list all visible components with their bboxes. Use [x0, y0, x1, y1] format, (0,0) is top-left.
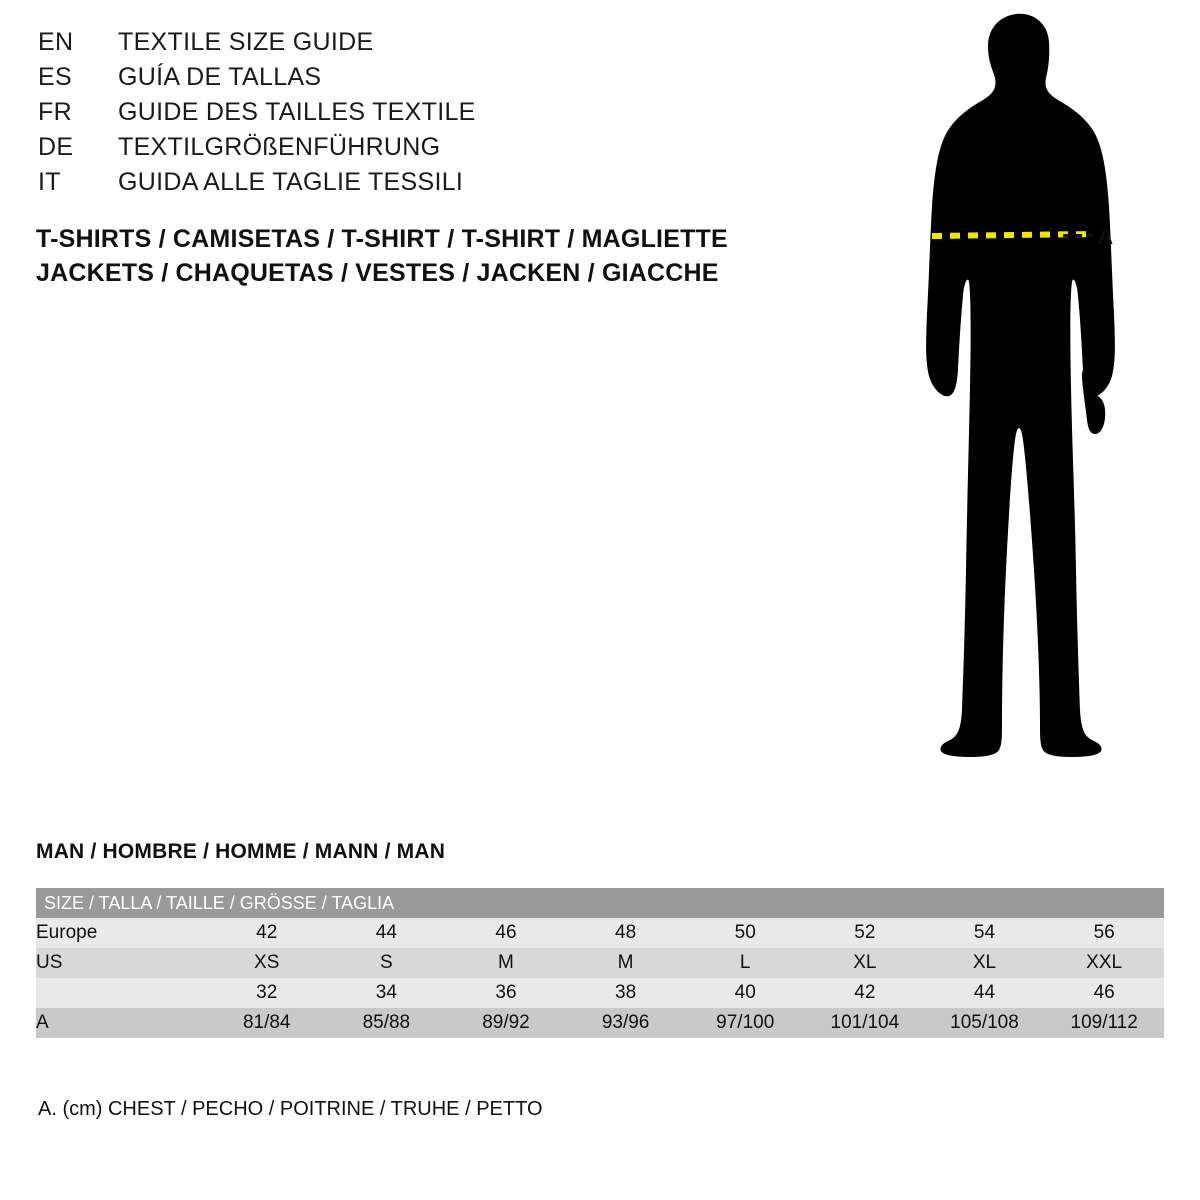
language-row-it — [38, 168, 738, 203]
language-row-en — [38, 28, 738, 63]
language-text-en: TEXTILE SIZE GUIDE — [118, 28, 374, 56]
cell-numeric-1: 34 — [327, 978, 447, 1008]
language-row-es — [38, 63, 738, 98]
table-row — [36, 1008, 1164, 1038]
cell-us-3: M — [566, 948, 686, 978]
cell-europe-5: 52 — [805, 918, 925, 948]
table-row — [36, 978, 1164, 1008]
cell-numeric-0: 32 — [207, 978, 327, 1008]
language-text-it: GUIDA ALLE TAGLIE TESSILI — [118, 168, 464, 196]
cell-us-0: XS — [207, 948, 327, 978]
cell-europe-6: 54 — [925, 918, 1045, 948]
cell-a-5: 101/104 — [805, 1008, 925, 1038]
category-block — [36, 222, 796, 290]
cell-a-3: 93/96 — [566, 1008, 686, 1038]
cell-a-6: 105/108 — [925, 1008, 1045, 1038]
cell-a-7: 109/112 — [1044, 1008, 1164, 1038]
cell-numeric-2: 36 — [446, 978, 566, 1008]
cell-us-4: L — [685, 948, 805, 978]
language-code-en: EN — [38, 28, 74, 56]
cell-europe-2: 46 — [446, 918, 566, 948]
language-row-fr — [38, 98, 738, 133]
cell-a-0: 81/84 — [207, 1008, 327, 1038]
measure-leader-dashes — [1063, 234, 1093, 237]
table-section-title: MAN / HOMBRE / HOMME / MANN / MAN — [36, 840, 446, 863]
cell-numeric-7: 46 — [1044, 978, 1164, 1008]
cell-europe-1: 44 — [327, 918, 447, 948]
language-text-fr: GUIDE DES TAILLES TEXTILE — [118, 98, 476, 126]
table-row — [36, 948, 1164, 978]
cell-a-1: 85/88 — [327, 1008, 447, 1038]
table-row — [36, 918, 1164, 948]
language-code-es: ES — [38, 63, 72, 91]
man-silhouette-icon — [820, 10, 1180, 800]
language-text-de: TEXTILGRÖßENFÜHRUNG — [118, 133, 441, 161]
language-row-de — [38, 133, 738, 168]
cell-us-1: S — [327, 948, 447, 978]
measure-label-a: A — [1098, 224, 1113, 249]
cell-numeric-3: 38 — [566, 978, 686, 1008]
language-code-de: DE — [38, 133, 74, 161]
footnote-chest: A. (cm) CHEST / PECHO / POITRINE / TRUHE / PETTO — [38, 1098, 543, 1120]
category-tshirts: T-SHIRTS / CAMISETAS / T-SHIRT / T-SHIRT / MAGLIETTE — [36, 225, 728, 253]
language-code-fr: FR — [38, 98, 72, 126]
language-code-it: IT — [38, 168, 61, 196]
cell-a-2: 89/92 — [446, 1008, 566, 1038]
cell-europe-0: 42 — [207, 918, 327, 948]
row-label-us: US — [36, 948, 207, 978]
language-text-es: GUÍA DE TALLAS — [118, 63, 322, 91]
category-jackets: JACKETS / CHAQUETAS / VESTES / JACKEN / GIACCHE — [36, 259, 719, 287]
cell-us-6: XL — [925, 948, 1045, 978]
size-table — [36, 888, 1164, 1038]
cell-numeric-5: 42 — [805, 978, 925, 1008]
row-label-numeric — [36, 978, 207, 1008]
table-header-label: SIZE / TALLA / TAILLE / GRÖSSE / TAGLIA — [36, 888, 1164, 918]
table-header-row — [36, 888, 1164, 918]
row-label-europe: Europe — [36, 918, 207, 948]
row-label-a: A — [36, 1008, 207, 1038]
cell-europe-4: 50 — [685, 918, 805, 948]
cell-europe-7: 56 — [1044, 918, 1164, 948]
body-silhouette-figure — [820, 10, 1180, 800]
cell-europe-3: 48 — [566, 918, 686, 948]
cell-us-5: XL — [805, 948, 925, 978]
cell-us-7: XXL — [1044, 948, 1164, 978]
cell-us-2: M — [446, 948, 566, 978]
cell-numeric-6: 44 — [925, 978, 1045, 1008]
cell-numeric-4: 40 — [685, 978, 805, 1008]
language-header-block — [38, 28, 738, 203]
cell-a-4: 97/100 — [685, 1008, 805, 1038]
